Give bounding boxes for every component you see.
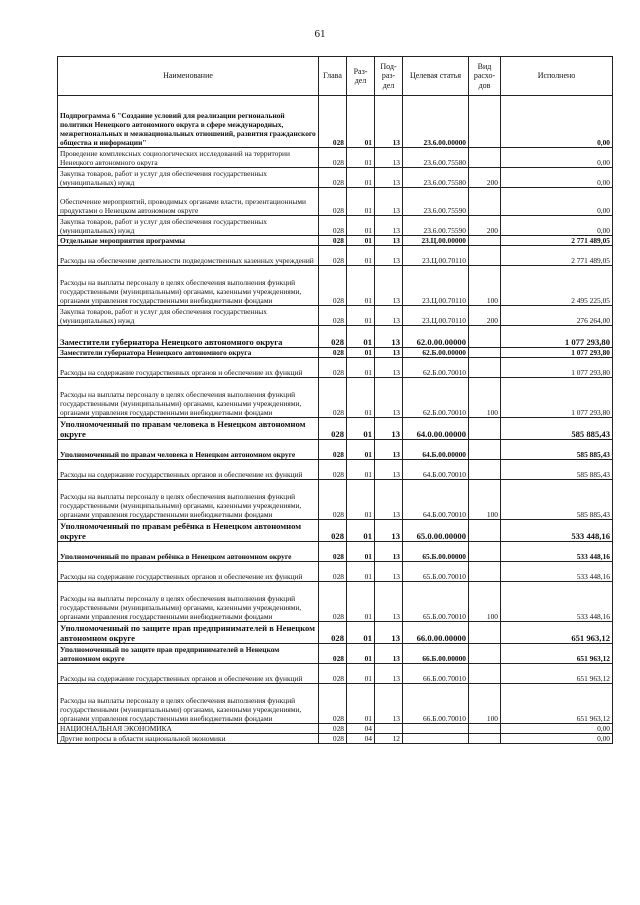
header-glava: Глава [319, 57, 347, 96]
row-amount: 2 771 489,05 [501, 246, 613, 266]
table-row [58, 622, 613, 644]
row-target: 23.Ц.00.70110 [403, 266, 469, 306]
row-vid [469, 622, 501, 644]
row-razdel: 01 [347, 440, 375, 460]
row-target: 64.Б.00.00000 [403, 440, 469, 460]
row-vid [469, 644, 501, 664]
row-podrazdel: 13 [375, 418, 403, 440]
row-glava: 028 [319, 306, 347, 326]
row-podrazdel: 13 [375, 520, 403, 542]
row-podrazdel: 13 [375, 236, 403, 246]
row-razdel: 01 [347, 168, 375, 188]
table-row [58, 684, 613, 724]
row-name: Уполномоченный по защите прав предпринимателей в Ненецком автономном округе [58, 644, 319, 664]
row-amount: 0,00 [501, 734, 613, 744]
row-glava: 028 [319, 188, 347, 216]
row-amount: 1 077 293,80 [501, 326, 613, 348]
row-target: 65.Б.00.00000 [403, 542, 469, 562]
row-vid [469, 440, 501, 460]
header-target: Целевая статья [403, 57, 469, 96]
row-razdel: 01 [347, 418, 375, 440]
table-row [58, 440, 613, 460]
row-podrazdel [375, 724, 403, 734]
table-row [58, 96, 613, 148]
header-vid: Вид расхо- дов [469, 57, 501, 96]
row-razdel: 01 [347, 520, 375, 542]
row-name: Закупка товаров, работ и услуг для обеспечения государственных (муниципальных) нужд [58, 216, 319, 236]
row-razdel: 01 [347, 684, 375, 724]
row-glava: 028 [319, 520, 347, 542]
row-razdel: 01 [347, 348, 375, 358]
row-podrazdel: 13 [375, 562, 403, 582]
row-vid [469, 542, 501, 562]
row-amount: 0,00 [501, 724, 613, 734]
row-razdel: 01 [347, 246, 375, 266]
row-amount: 0,00 [501, 188, 613, 216]
row-podrazdel: 13 [375, 266, 403, 306]
header-name: Наименование [58, 57, 319, 96]
row-amount: 533 448,16 [501, 582, 613, 622]
row-glava: 028 [319, 378, 347, 418]
row-amount: 1 077 293,80 [501, 378, 613, 418]
row-vid [469, 664, 501, 684]
row-vid: 100 [469, 684, 501, 724]
row-vid [469, 562, 501, 582]
row-razdel: 01 [347, 460, 375, 480]
row-glava: 028 [319, 168, 347, 188]
row-razdel: 01 [347, 216, 375, 236]
row-razdel: 01 [347, 188, 375, 216]
row-podrazdel: 13 [375, 358, 403, 378]
row-razdel: 01 [347, 358, 375, 378]
row-vid [469, 148, 501, 168]
row-name: Расходы на выплаты персоналу в целях обеспечения выполнения функций государственными (муниципальными) органами, казенными учреждениями, органами управления государственными внебюджетными фондами [58, 684, 319, 724]
row-podrazdel: 13 [375, 216, 403, 236]
row-podrazdel: 13 [375, 306, 403, 326]
row-razdel: 01 [347, 306, 375, 326]
row-name: Отдельные мероприятия программы [58, 236, 319, 246]
row-name: НАЦИОНАЛЬНАЯ ЭКОНОМИКА [58, 724, 319, 734]
header-done: Исполнено [501, 57, 613, 96]
row-name: Обеспечение мероприятий, проводимых органами власти, презентационными продуктами о Ненецком автономном округе [58, 188, 319, 216]
row-target: 23.Ц.00.70110 [403, 246, 469, 266]
row-name: Расходы на содержание государственных органов и обеспечение их функций [58, 460, 319, 480]
row-name: Расходы на содержание государственных органов и обеспечение их функций [58, 664, 319, 684]
row-target: 23.6.00.00000 [403, 96, 469, 148]
row-vid [469, 734, 501, 744]
row-vid [469, 460, 501, 480]
row-razdel: 01 [347, 480, 375, 520]
row-amount: 1 077 293,80 [501, 358, 613, 378]
row-target: 23.6.00.75590 [403, 188, 469, 216]
row-name: Расходы на выплаты персоналу в целях обеспечения выполнения функций государственными (муниципальными) органами, казенными учреждениями, органами управления государственными внебюджетными фондами [58, 582, 319, 622]
header-razdel: Раз- дел [347, 57, 375, 96]
row-razdel: 04 [347, 724, 375, 734]
row-podrazdel: 13 [375, 326, 403, 348]
table-row [58, 664, 613, 684]
row-vid [469, 236, 501, 246]
row-vid: 100 [469, 378, 501, 418]
row-razdel: 01 [347, 378, 375, 418]
table-row [58, 520, 613, 542]
row-razdel: 01 [347, 582, 375, 622]
row-vid [469, 358, 501, 378]
row-vid [469, 348, 501, 358]
table-row [58, 236, 613, 246]
row-vid [469, 418, 501, 440]
table-row [58, 306, 613, 326]
row-podrazdel: 13 [375, 622, 403, 644]
row-podrazdel: 13 [375, 684, 403, 724]
table-header-row [58, 57, 613, 96]
row-glava: 028 [319, 562, 347, 582]
row-glava: 028 [319, 326, 347, 348]
row-target: 23.Ц.00.00000 [403, 236, 469, 246]
row-amount: 0,00 [501, 168, 613, 188]
row-vid [469, 96, 501, 148]
row-target: 23.6.00.75590 [403, 216, 469, 236]
row-vid: 100 [469, 266, 501, 306]
table-row [58, 582, 613, 622]
row-target: 65.Б.00.70010 [403, 562, 469, 582]
row-vid [469, 520, 501, 542]
row-glava: 028 [319, 644, 347, 664]
row-glava: 028 [319, 96, 347, 148]
row-name: Расходы на выплаты персоналу в целях обеспечения выполнения функций государственными (муниципальными) органами, казенными учреждениями, органами управления государственными внебюджетными фондами [58, 480, 319, 520]
table-row [58, 326, 613, 348]
row-podrazdel: 13 [375, 148, 403, 168]
row-target: 64.Б.00.70010 [403, 460, 469, 480]
row-glava: 028 [319, 542, 347, 562]
row-amount: 2 771 489,05 [501, 236, 613, 246]
table-row [58, 188, 613, 216]
row-amount: 651 963,12 [501, 644, 613, 664]
row-glava: 028 [319, 734, 347, 744]
row-vid [469, 246, 501, 266]
row-name: Уполномоченный по правам человека в Ненецком автономном округе [58, 418, 319, 440]
row-vid: 200 [469, 216, 501, 236]
row-glava: 028 [319, 418, 347, 440]
row-podrazdel: 13 [375, 378, 403, 418]
row-name: Закупка товаров, работ и услуг для обеспечения государственных (муниципальных) нужд [58, 168, 319, 188]
row-vid: 100 [469, 582, 501, 622]
row-glava: 028 [319, 440, 347, 460]
row-podrazdel: 13 [375, 460, 403, 480]
row-glava: 028 [319, 622, 347, 644]
page-number: 61 [314, 28, 326, 40]
row-target [403, 734, 469, 744]
table-row [58, 542, 613, 562]
table-row [58, 644, 613, 664]
row-amount: 651 963,12 [501, 622, 613, 644]
row-podrazdel: 13 [375, 480, 403, 520]
row-target: 65.Б.00.70010 [403, 582, 469, 622]
row-amount: 651 963,12 [501, 664, 613, 684]
table-row [58, 418, 613, 440]
table-row [58, 724, 613, 734]
row-target: 23.6.00.75580 [403, 168, 469, 188]
row-target: 23.6.00.75580 [403, 148, 469, 168]
header-podrazdel: Под- раз- дел [375, 57, 403, 96]
row-amount: 585 885,43 [501, 418, 613, 440]
row-podrazdel: 13 [375, 168, 403, 188]
row-target: 64.Б.00.70010 [403, 480, 469, 520]
row-podrazdel: 12 [375, 734, 403, 744]
row-target: 66.0.00.00000 [403, 622, 469, 644]
row-target: 66.Б.00.00000 [403, 644, 469, 664]
row-name: Уполномоченный по правам человека в Ненецком автономном округе [58, 440, 319, 460]
row-name: Уполномоченный по правам ребёнка в Ненецком автономном округе [58, 542, 319, 562]
row-amount: 2 495 225,05 [501, 266, 613, 306]
row-glava: 028 [319, 246, 347, 266]
row-name: Другие вопросы в области национальной экономики [58, 734, 319, 744]
table-body [58, 96, 613, 744]
row-glava: 028 [319, 216, 347, 236]
row-glava: 028 [319, 148, 347, 168]
row-podrazdel: 13 [375, 440, 403, 460]
row-amount: 0,00 [501, 96, 613, 148]
row-podrazdel: 13 [375, 644, 403, 664]
row-name: Заместители губернатора Ненецкого автономного округа [58, 326, 319, 348]
row-target: 65.0.00.00000 [403, 520, 469, 542]
row-target: 62.Б.00.70010 [403, 358, 469, 378]
table-row [58, 246, 613, 266]
row-glava: 028 [319, 236, 347, 246]
row-amount: 276 264,00 [501, 306, 613, 326]
row-razdel: 01 [347, 96, 375, 148]
table-row [58, 460, 613, 480]
row-amount: 1 077 293,80 [501, 348, 613, 358]
row-amount: 585 885,43 [501, 460, 613, 480]
row-vid: 100 [469, 480, 501, 520]
row-amount: 0,00 [501, 148, 613, 168]
row-name: Проведение комплексных социологических исследований на территории Ненецкого автономного округа [58, 148, 319, 168]
row-vid: 200 [469, 168, 501, 188]
row-vid: 200 [469, 306, 501, 326]
row-vid [469, 326, 501, 348]
table-row [58, 266, 613, 306]
row-podrazdel: 13 [375, 348, 403, 358]
row-name: Расходы на выплаты персоналу в целях обеспечения выполнения функций государственными (муниципальными) органами, казенными учреждениями, органами управления государственными внебюджетными фондами [58, 266, 319, 306]
row-glava: 028 [319, 358, 347, 378]
table-row [58, 168, 613, 188]
row-amount: 533 448,16 [501, 562, 613, 582]
row-glava: 028 [319, 266, 347, 306]
row-glava: 028 [319, 480, 347, 520]
row-name: Закупка товаров, работ и услуг для обеспечения государственных (муниципальных) нужд [58, 306, 319, 326]
row-target: 62.Б.00.00000 [403, 348, 469, 358]
row-amount: 533 448,16 [501, 520, 613, 542]
row-target: 23.Ц.00.70110 [403, 306, 469, 326]
table-row [58, 148, 613, 168]
row-name: Расходы на выплаты персоналу в целях обеспечения выполнения функций государственными (муниципальными) органами, казенными учреждениями, органами управления государственными внебюджетными фондами [58, 378, 319, 418]
row-glava: 028 [319, 460, 347, 480]
row-target [403, 724, 469, 734]
row-amount: 651 963,12 [501, 684, 613, 724]
row-name: Расходы на обеспечение деятельности подведомственных казенных учреждений [58, 246, 319, 266]
row-razdel: 01 [347, 326, 375, 348]
row-amount: 585 885,43 [501, 440, 613, 460]
row-target: 66.Б.00.70010 [403, 684, 469, 724]
row-razdel: 01 [347, 644, 375, 664]
row-vid [469, 724, 501, 734]
row-amount: 0,00 [501, 216, 613, 236]
row-name: Уполномоченный по защите прав предпринимателей в Ненецком автономном округе [58, 622, 319, 644]
row-name: Подпрограмма 6 "Создание условий для реализации региональной политики Ненецкого автономного округа в сфере международных, межрегиональных и межнациональных отношений, развития гражданского общества и информации" [58, 96, 319, 148]
row-podrazdel: 13 [375, 664, 403, 684]
table-row [58, 216, 613, 236]
row-razdel: 01 [347, 664, 375, 684]
row-target: 64.0.00.00000 [403, 418, 469, 440]
row-amount: 585 885,43 [501, 480, 613, 520]
row-name: Заместители губернатора Ненецкого автономного округа [58, 348, 319, 358]
row-razdel: 01 [347, 622, 375, 644]
row-glava: 028 [319, 348, 347, 358]
row-glava: 028 [319, 582, 347, 622]
budget-table [57, 56, 613, 744]
table-row [58, 348, 613, 358]
row-razdel: 01 [347, 266, 375, 306]
table-row [58, 378, 613, 418]
row-glava: 028 [319, 664, 347, 684]
table-row [58, 358, 613, 378]
row-razdel: 04 [347, 734, 375, 744]
row-podrazdel: 13 [375, 582, 403, 622]
row-name: Расходы на содержание государственных органов и обеспечение их функций [58, 358, 319, 378]
row-name: Расходы на содержание государственных органов и обеспечение их функций [58, 562, 319, 582]
row-razdel: 01 [347, 562, 375, 582]
row-razdel: 01 [347, 148, 375, 168]
row-podrazdel: 13 [375, 246, 403, 266]
row-razdel: 01 [347, 236, 375, 246]
row-glava: 028 [319, 684, 347, 724]
row-target: 62.Б.00.70010 [403, 378, 469, 418]
table-row [58, 480, 613, 520]
row-podrazdel: 13 [375, 188, 403, 216]
row-name: Уполномоченный по правам ребёнка в Ненецком автономном округе [58, 520, 319, 542]
row-podrazdel: 13 [375, 542, 403, 562]
table-row [58, 734, 613, 744]
row-podrazdel: 13 [375, 96, 403, 148]
row-vid [469, 188, 501, 216]
row-glava: 028 [319, 724, 347, 734]
row-target: 66.Б.00.70010 [403, 664, 469, 684]
row-razdel: 01 [347, 542, 375, 562]
row-amount: 533 448,16 [501, 542, 613, 562]
row-target: 62.0.00.00000 [403, 326, 469, 348]
table-row [58, 562, 613, 582]
